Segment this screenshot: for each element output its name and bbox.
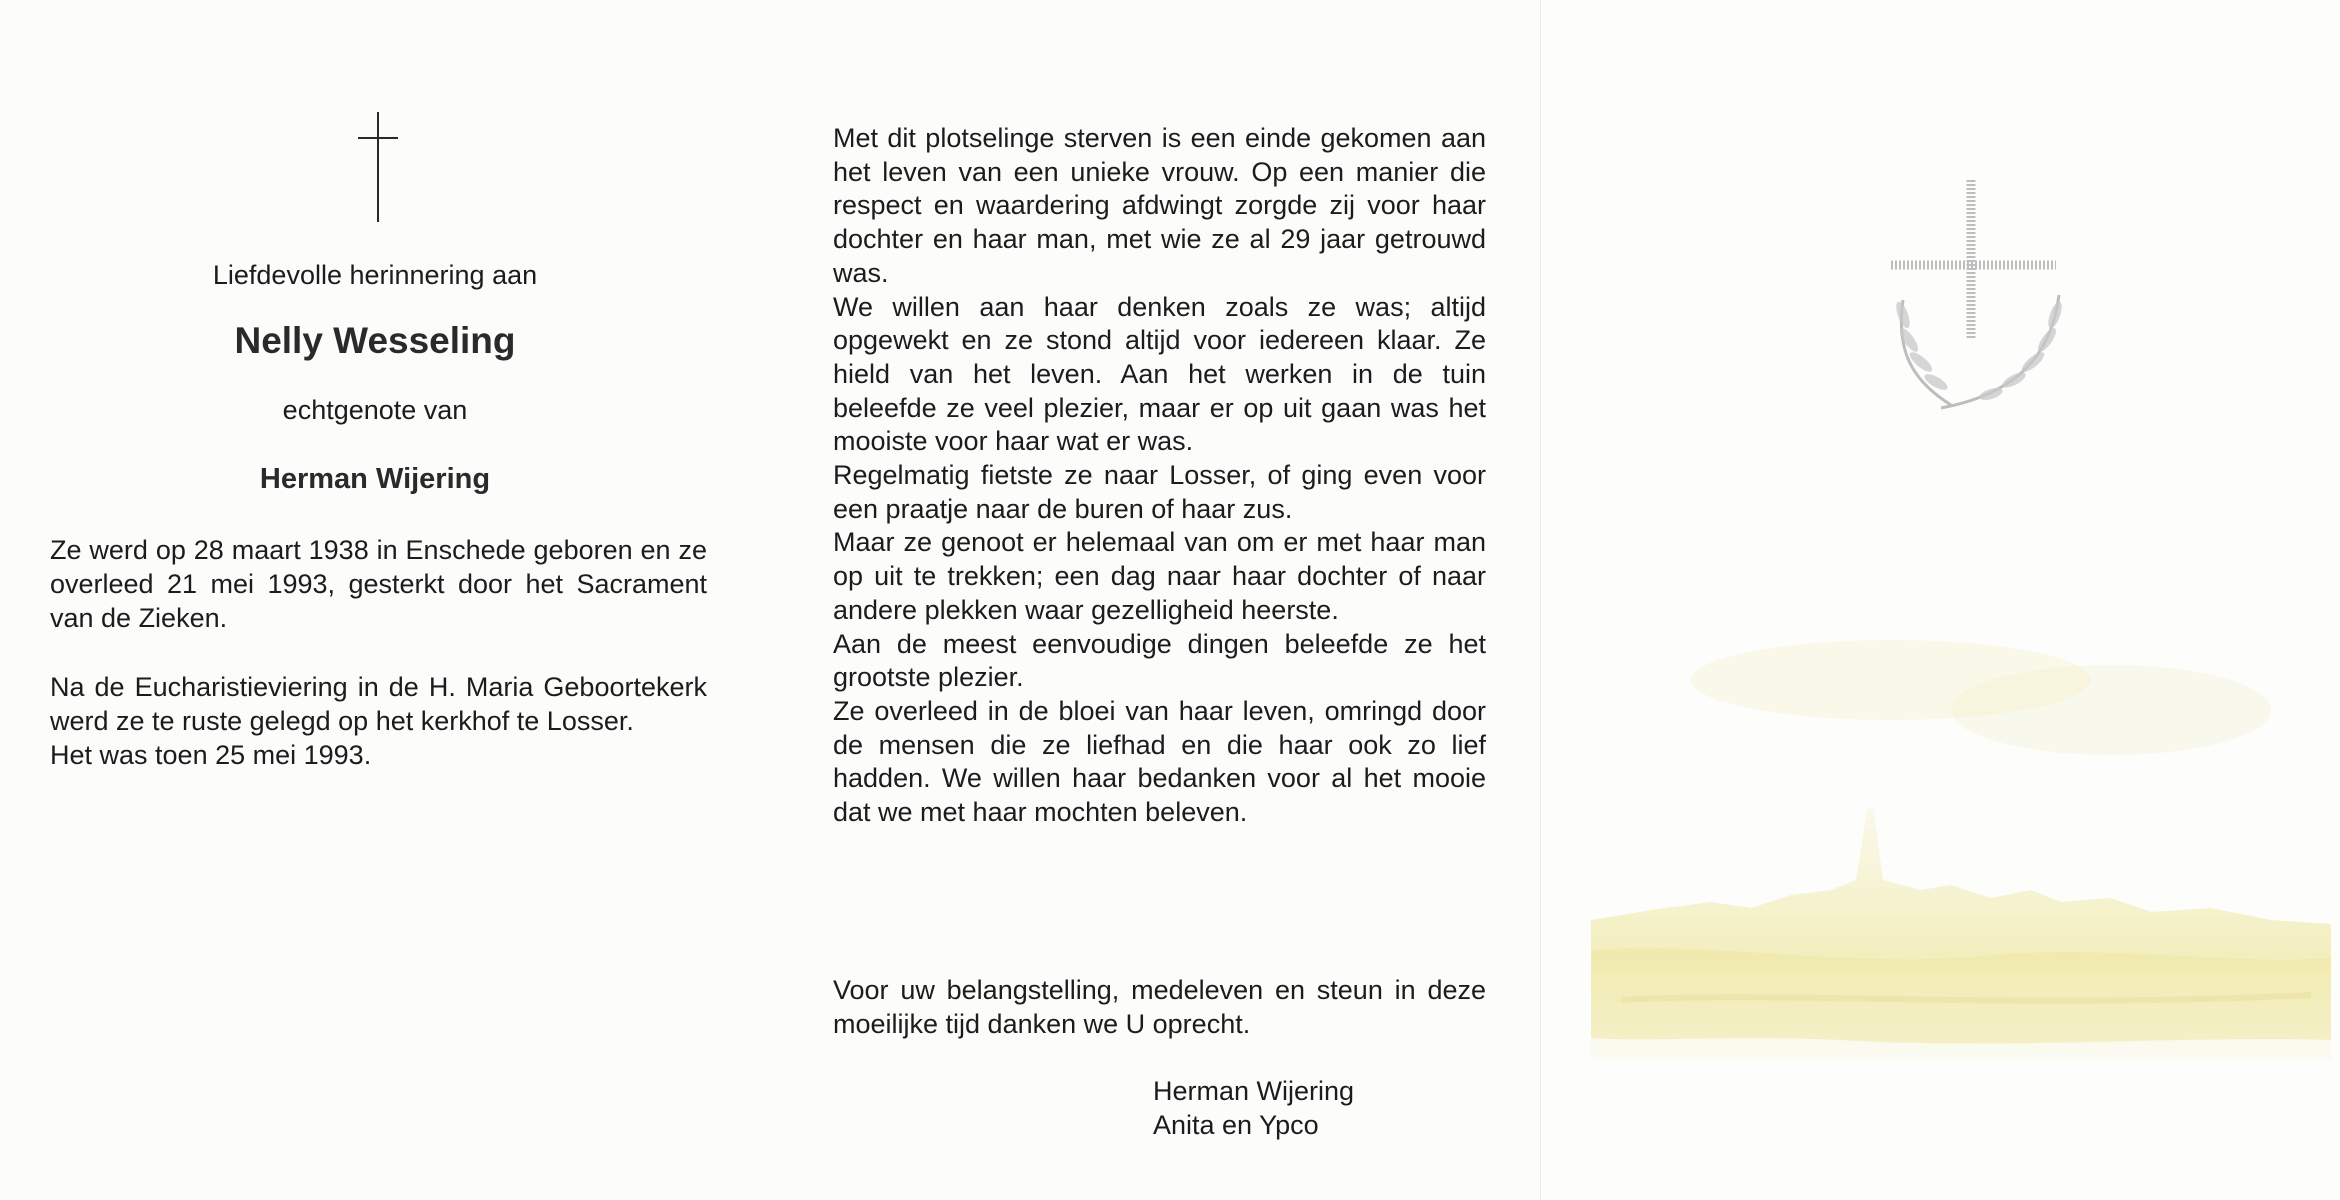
tribute-text xyxy=(833,122,1486,830)
signature xyxy=(1153,1074,1354,1142)
village-skyline-with-church xyxy=(1591,640,2331,1060)
signature-line: Herman Wijering xyxy=(1153,1076,1355,1106)
funeral-text: Na de Eucharistieviering in de H. Maria Geboortekerk werd ze te ruste gelegd op het kerkhof te Losser. xyxy=(50,672,707,736)
middle-panel xyxy=(790,0,1540,1200)
birth-death-paragraph xyxy=(50,533,707,635)
tribute-paragraph: Maar ze genoot er helemaal van om er met haar man op uit te trekken; een dag naar haar dochter of naar andere plekken waar gezelligheid heerste. xyxy=(833,527,1486,625)
spouse-name: Herman Wijering xyxy=(259,463,491,495)
cross-with-palm-branches-icon xyxy=(1881,180,2071,420)
right-panel xyxy=(1540,0,2340,1200)
signature-line: Anita en Ypco xyxy=(1153,1110,1319,1140)
left-panel xyxy=(0,0,790,1200)
latin-cross-icon xyxy=(358,112,398,222)
tribute-paragraph: Aan de meest eenvoudige dingen beleefde ze het grootste plezier. xyxy=(833,628,1486,693)
thanks-text: Voor uw belangstelling, medeleven en steun in deze moeilijke tijd danken we U oprecht. xyxy=(833,975,1486,1039)
tribute-paragraph: Regelmatig fietste ze naar Losser, of ging even voor een praatje naar de buren of haar zus. xyxy=(833,460,1486,524)
deceased-name: Nelly Wesseling xyxy=(234,320,516,361)
tribute-paragraph: Ze overleed in de bloei van haar leven, omringd door de mensen die ze liefhad en die haar ook zo lief hadden. We willen haar bedanken voor al het mooie dat we met haar mochten beleven. xyxy=(833,695,1486,828)
funeral-paragraph xyxy=(50,670,707,772)
spouse-prefix: echtgenote van xyxy=(282,395,468,425)
tribute-paragraph: We willen aan haar denken zoals ze was; altijd opgewekt en ze stond altijd voor iedereen klaar. Ze hield van het leven. Aan het werken in de tuin beleefde ze veel plezier, maar er op uit gaan was het mooiste voor haar wat er was. xyxy=(833,291,1486,457)
intro-text: Liefdevolle herinnering aan xyxy=(212,260,538,290)
tribute-paragraph: Met dit plotselinge sterven is een einde gekomen aan het leven van een unieke vrouw. Op een manier die respect en waardering afdwingt zorgde zij voor haar dochter en haar man, met wie ze al 29 jaar getrouwd was. xyxy=(833,123,1486,288)
thanks-paragraph xyxy=(833,973,1486,1041)
birth-death-text: Ze werd op 28 maart 1938 in Enschede geboren en ze overleed 21 mei 1993, gesterkt door het Sacrament van de Zieken. xyxy=(50,535,707,633)
funeral-date: Het was toen 25 mei 1993. xyxy=(50,740,372,770)
